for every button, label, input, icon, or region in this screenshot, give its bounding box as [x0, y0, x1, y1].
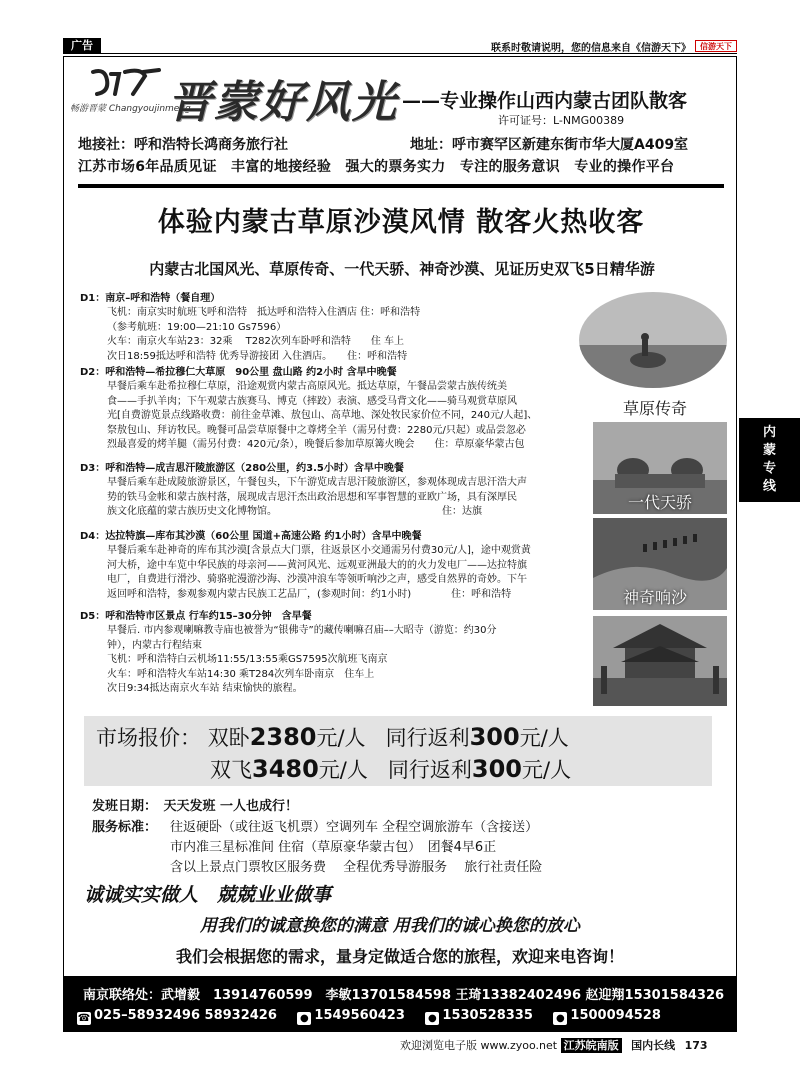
rebate-unit: 元/人 [519, 726, 569, 750]
itinerary-day-1 [80, 292, 420, 364]
qq-3 [553, 1008, 660, 1025]
day-line: 次日9:34抵达南京火车站 结束愉快的旅程。 [107, 683, 303, 695]
ad-tag: 广告 [63, 38, 101, 54]
photo-caption-mausoleum: 一代天骄 [627, 493, 692, 512]
day-title: D5：呼和浩特市区景点 行车约15–30分钟 含早餐 [80, 611, 312, 622]
brand-logo-icon [85, 66, 165, 98]
day-line: 光[自费游览景点线路收费：前往金草滩、敖包山、高草地、深处牧民家价位不同，240元/人起]、 [107, 410, 538, 422]
day-line: 电厂，自费进行滑沙、骑骆驼漫游沙海、沙漠冲浪车等领听响沙之声，感受自然界的奇妙。下午 [107, 574, 527, 586]
day-line: 早餐后. 市内参观喇嘛教寺庙也被誉为“银佛寺”的藏传喇嘛召庙––大昭寺（游览：约30分 [107, 625, 497, 637]
section-side-tab: 内蒙专线 [739, 418, 800, 502]
phone-icon: ☎ [77, 1013, 91, 1024]
itinerary-day-2 [80, 366, 537, 452]
day-line: 次日18:59抵达呼和浩特 优秀导游接团 入住酒店。 住：呼和浩特 [107, 350, 408, 362]
qq-2 [425, 1008, 532, 1025]
itinerary-day-5 [80, 610, 496, 696]
service-line: 往返硬卧（或往返飞机票）空调列车 全程空调旅游车（含接送） [170, 820, 539, 835]
price-amount: 2380 [249, 723, 317, 751]
day-line: 飞机：呼和浩特白云机场11:55/13:55乘GS7595次航班飞南京 [107, 654, 388, 666]
publication-logo: 信游天下 [695, 40, 737, 52]
rebate-amount: 300 [469, 723, 520, 751]
day-line: 族文化底蕴的蒙古族历史文化博物馆。 住：达旗 [107, 506, 482, 518]
departure-schedule: 发班日期： 天天发班 一人也成行！ [92, 799, 299, 814]
qq-number[interactable]: 1530528335 [442, 1008, 533, 1023]
qq-number[interactable]: 1500094528 [570, 1008, 661, 1023]
qq-1 [297, 1008, 404, 1025]
day-line: 烈最喜爱的烤羊腿（需另付费：420元/条），晚餐后参加草原篝火晚会 住：草原豪华蒙古包 [107, 439, 525, 451]
day-line: 势的铁马金帐和蒙古族村落，展现成吉思汗杰出政治思想和军事智慧的亚欧广场，具有深厚民 [107, 491, 517, 503]
day-line: 祭敖包山、拜访牧民。晚餐可品尝草原餐中之尊烤全羊（需另付费：2280元/只起）或品尝忽必 [107, 424, 526, 436]
photo-caption-desert: 神奇响沙 [622, 588, 687, 607]
day-line: 食——手扒羊肉；下午观蒙古族赛马、博克（摔跤）表演、感受马背文化——骑马观赏草原风 [107, 395, 517, 407]
price-box [84, 716, 712, 786]
rebate-amount: 300 [471, 755, 523, 783]
source-notice: 联系时敬请说明，您的信息来自《信游天下》 [491, 43, 691, 54]
grassland-photo [578, 290, 728, 390]
day-line: （参考航班：19:00—21:10 Gs7596） [107, 321, 287, 333]
day-line: 河大桥，途中车览中华民族的母亲河——黄河风光、远观亚洲最大的的火力发电厂——达拉特旗 [107, 559, 527, 571]
headline: 体验内蒙古草原沙漠风情 散客火热收客 [157, 207, 645, 238]
day-line: 火车：呼和浩特火车站14:30 乘T284次列车卧南京 住车上 [107, 668, 375, 680]
day-line: 返回呼和浩特，参观参观内蒙古民族工艺品厂，(参观时间：约1小时) 住：呼和浩特 [107, 588, 512, 600]
address: 地址：呼市赛罕区新建东街市华大厦A409室 [410, 137, 689, 153]
motto-secondary: 用我们的诚意换您的满意 用我们的诚心换您的放心 [200, 916, 580, 936]
page-number: 173 [684, 1039, 708, 1052]
price-prefix: 双卧 [207, 726, 250, 750]
footer [400, 1037, 708, 1053]
strengths: 江苏市场6年品质见证 丰富的地接经验 强大的票务实力 专注的服务意识 专业的操作平台 [78, 159, 675, 175]
brand-subtitle: 畅游晋蒙 Changyoujinmeng [70, 104, 191, 114]
rebate-label: 同行返利 [387, 758, 472, 782]
ground-agent: 地接社：呼和浩特长鸿商务旅行社 [78, 137, 288, 153]
day-title: D3：呼和浩特—成吉思汗陵旅游区（280公里，约3.5小时）含早中晚餐 [80, 463, 404, 474]
price-unit: 元/人 [318, 758, 368, 782]
itinerary-day-4 [80, 530, 531, 602]
qq-icon: ● [425, 1012, 439, 1025]
landline [77, 1008, 277, 1025]
license-number: 许可证号：L-NMG00389 [498, 114, 625, 127]
slogan: ——专业操作山西内蒙古团队散客 [402, 90, 688, 112]
temple-photo [593, 616, 727, 706]
rebate-label: 同行返利 [385, 726, 470, 750]
day-line: 早餐后乘车赴希拉穆仁草原，沿途观赏内蒙古高原风光。抵达草原，午餐品尝蒙古族传统美 [107, 381, 507, 393]
day-line: 火车：南京火车站23：32乘 T282次列车卧呼和浩特 住 车上 [107, 336, 405, 348]
qq-icon: ● [297, 1012, 311, 1025]
price-line-train [96, 722, 569, 752]
brand-title: 晋蒙好风光 [168, 77, 398, 128]
day-line: 早餐后乘车赴成陵旅游景区，午餐包头，下午游览成吉思汗陵旅游区，参观体现成吉思汗浩大声 [107, 477, 527, 489]
rebate-unit: 元/人 [522, 758, 572, 782]
landline-number[interactable]: 025–58932496 58932426 [94, 1008, 277, 1023]
service-line: 含以上景点门票牧区服务费 全程优秀导游服务 旅行社责任险 [170, 860, 543, 875]
service-label: 服务标准： [92, 820, 158, 835]
price-label: 市场报价： [96, 726, 201, 750]
itinerary-day-3 [80, 462, 527, 520]
edition-tag: 江苏皖南版 [561, 1038, 622, 1053]
day-title: D1：南京–呼和浩特（餐自理） [80, 293, 221, 304]
section-name: 国内长线 [631, 1039, 676, 1052]
photo-caption-grassland: 草原传奇 [622, 399, 687, 418]
qq-number[interactable]: 1549560423 [314, 1008, 405, 1023]
price-prefix: 双飞 [210, 758, 252, 782]
motto-primary: 诚诚实实做人 兢兢业业做事 [84, 884, 332, 906]
service-line: 市内准三星标准间 住宿（草原豪华蒙古包） 团餐4早6正 [170, 840, 497, 855]
subheadline: 内蒙古北国风光、草原传奇、一代天骄、神奇沙漠、见证历史双飞5日精华游 [149, 260, 655, 278]
day-line: 钟），内蒙古行程结束 [107, 639, 202, 651]
price-line-flight [210, 754, 571, 784]
divider [78, 184, 724, 188]
price-amount: 3480 [252, 755, 319, 783]
day-line: 飞机：南京实时航班飞呼和浩特 抵达呼和浩特入住酒店 住：呼和浩特 [107, 307, 421, 319]
contact-names: 南京联络处：武增毅 13914760599 李敏13701584598 王琦13382402496 赵迎翔15301584326 [83, 988, 725, 1003]
top-bar [63, 38, 737, 54]
price-unit: 元/人 [316, 726, 366, 750]
contact-phones [77, 1008, 677, 1025]
day-title: D2：呼和浩特—希拉穆仁大草原 90公里 盘山路 约2小时 含早中晚餐 [80, 367, 397, 378]
day-title: D4：达拉特旗—库布其沙漠（60公里 国道+高速公路 约1小时）含早中晚餐 [80, 531, 422, 542]
contact-bar [63, 976, 737, 1032]
qq-icon: ● [553, 1012, 567, 1025]
call-to-action: 我们会根据您的需求，量身定做适合您的旅程，欢迎来电咨询！ [175, 947, 624, 966]
day-line: 早餐后乘车赴神奇的库布其沙漠[含景点大门票，往返景区小交通需另付费30元/人]，途中观赏黄 [107, 545, 531, 557]
footer-welcome[interactable]: 欢迎浏览电子版 www.zyoo.net [400, 1039, 558, 1052]
